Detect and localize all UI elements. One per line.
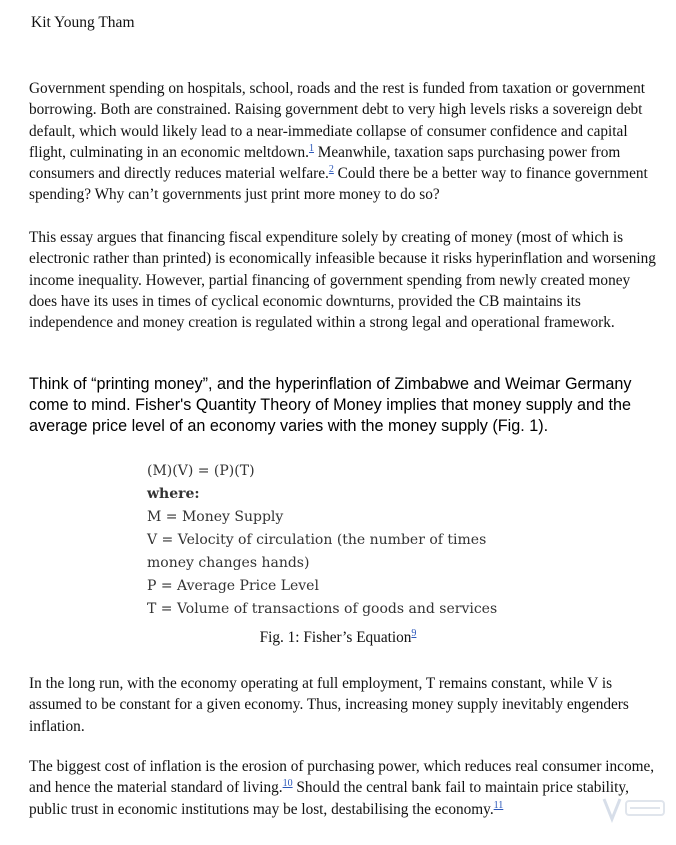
equation-p-definition: P = Average Price Level [147,578,319,594]
paragraph-long-run: In the long run, with the economy operating at full employment, T remains constant, while V is assumed to be constant for a given economy. Thus, increasing money supply inevitably engenders inflation. [29,675,629,735]
equation-t-definition: T = Volume of transactions of goods and services [147,601,498,617]
paragraph-intro-text-b: Meanwhile, taxation saps purchasing power from consumers and directly reduces material welfare. [29,143,621,183]
footnote-link-9[interactable]: 9 [411,627,417,639]
equation-m-definition: M = Money Supply [147,509,284,525]
figure-caption-text: Fig. 1: Fisher’s Equation [259,629,412,646]
footnote-link-2[interactable]: 2 [328,164,334,176]
equation-v-definition-line1: V = Velocity of circulation (the number of times [147,532,487,548]
paragraph-intro-text-c: Could there be a better way to finance government spending? Why can’t governments just print more money to do so? [29,165,648,204]
paragraph-inflation-cost [29,756,657,820]
footnote-link-11[interactable]: 11 [493,799,504,811]
brand-watermark-icon [600,795,670,823]
footnote-link-1[interactable]: 1 [308,142,314,154]
paragraph-thesis: This essay argues that financing fiscal expenditure solely by creating of money (most of which is electronic rather than printed) is economically infeasible because it risks hyperinflation and worsening income inequality. However, partial financing of government spending from newly created money does have its uses in times of cyclical economic downturns, provided the CB maintains its independence and money creation is regulated within a strong legal and operational framework. [29,229,656,332]
fisher-equation [147,460,497,621]
paragraph-intro [29,78,657,206]
paragraph-intro-text-a: Government spending on hospitals, school, roads and the rest is funded from taxation or government borrowing. Both are constrained. Raising government debt to very high levels risks a sovereign debt default, which would likely lead to a near-immediate collapse of consumer confidence and capital flight, culminating in an economic meltdown. [29,80,645,161]
paragraph-printing-money: Think of “printing money”, and the hyperinflation of Zimbabwe and Weimar Germany come to mind. Fisher's Quantity Theory of Money implies that money supply and the average price level of an economy varies with the money supply (Fig. 1). [29,375,632,435]
equation-v-definition-line2: money changes hands) [147,555,310,571]
paragraph-inflation-text-a: The biggest cost of inflation is the erosion of purchasing power, which reduces real consumer income, and hence the material standard of living. [29,758,655,797]
footnote-link-10[interactable]: 10 [282,778,293,790]
figure-caption [0,629,676,647]
equation-formula: (M)(V) = (P)(T) [147,463,255,479]
author-name: Kit Young Tham [31,14,135,31]
paragraph-inflation-text-b: Should the central bank fail to maintain price stability, public trust in economic institutions may be lost, destabilising the economy. [29,779,629,818]
equation-where: where: [147,486,200,502]
